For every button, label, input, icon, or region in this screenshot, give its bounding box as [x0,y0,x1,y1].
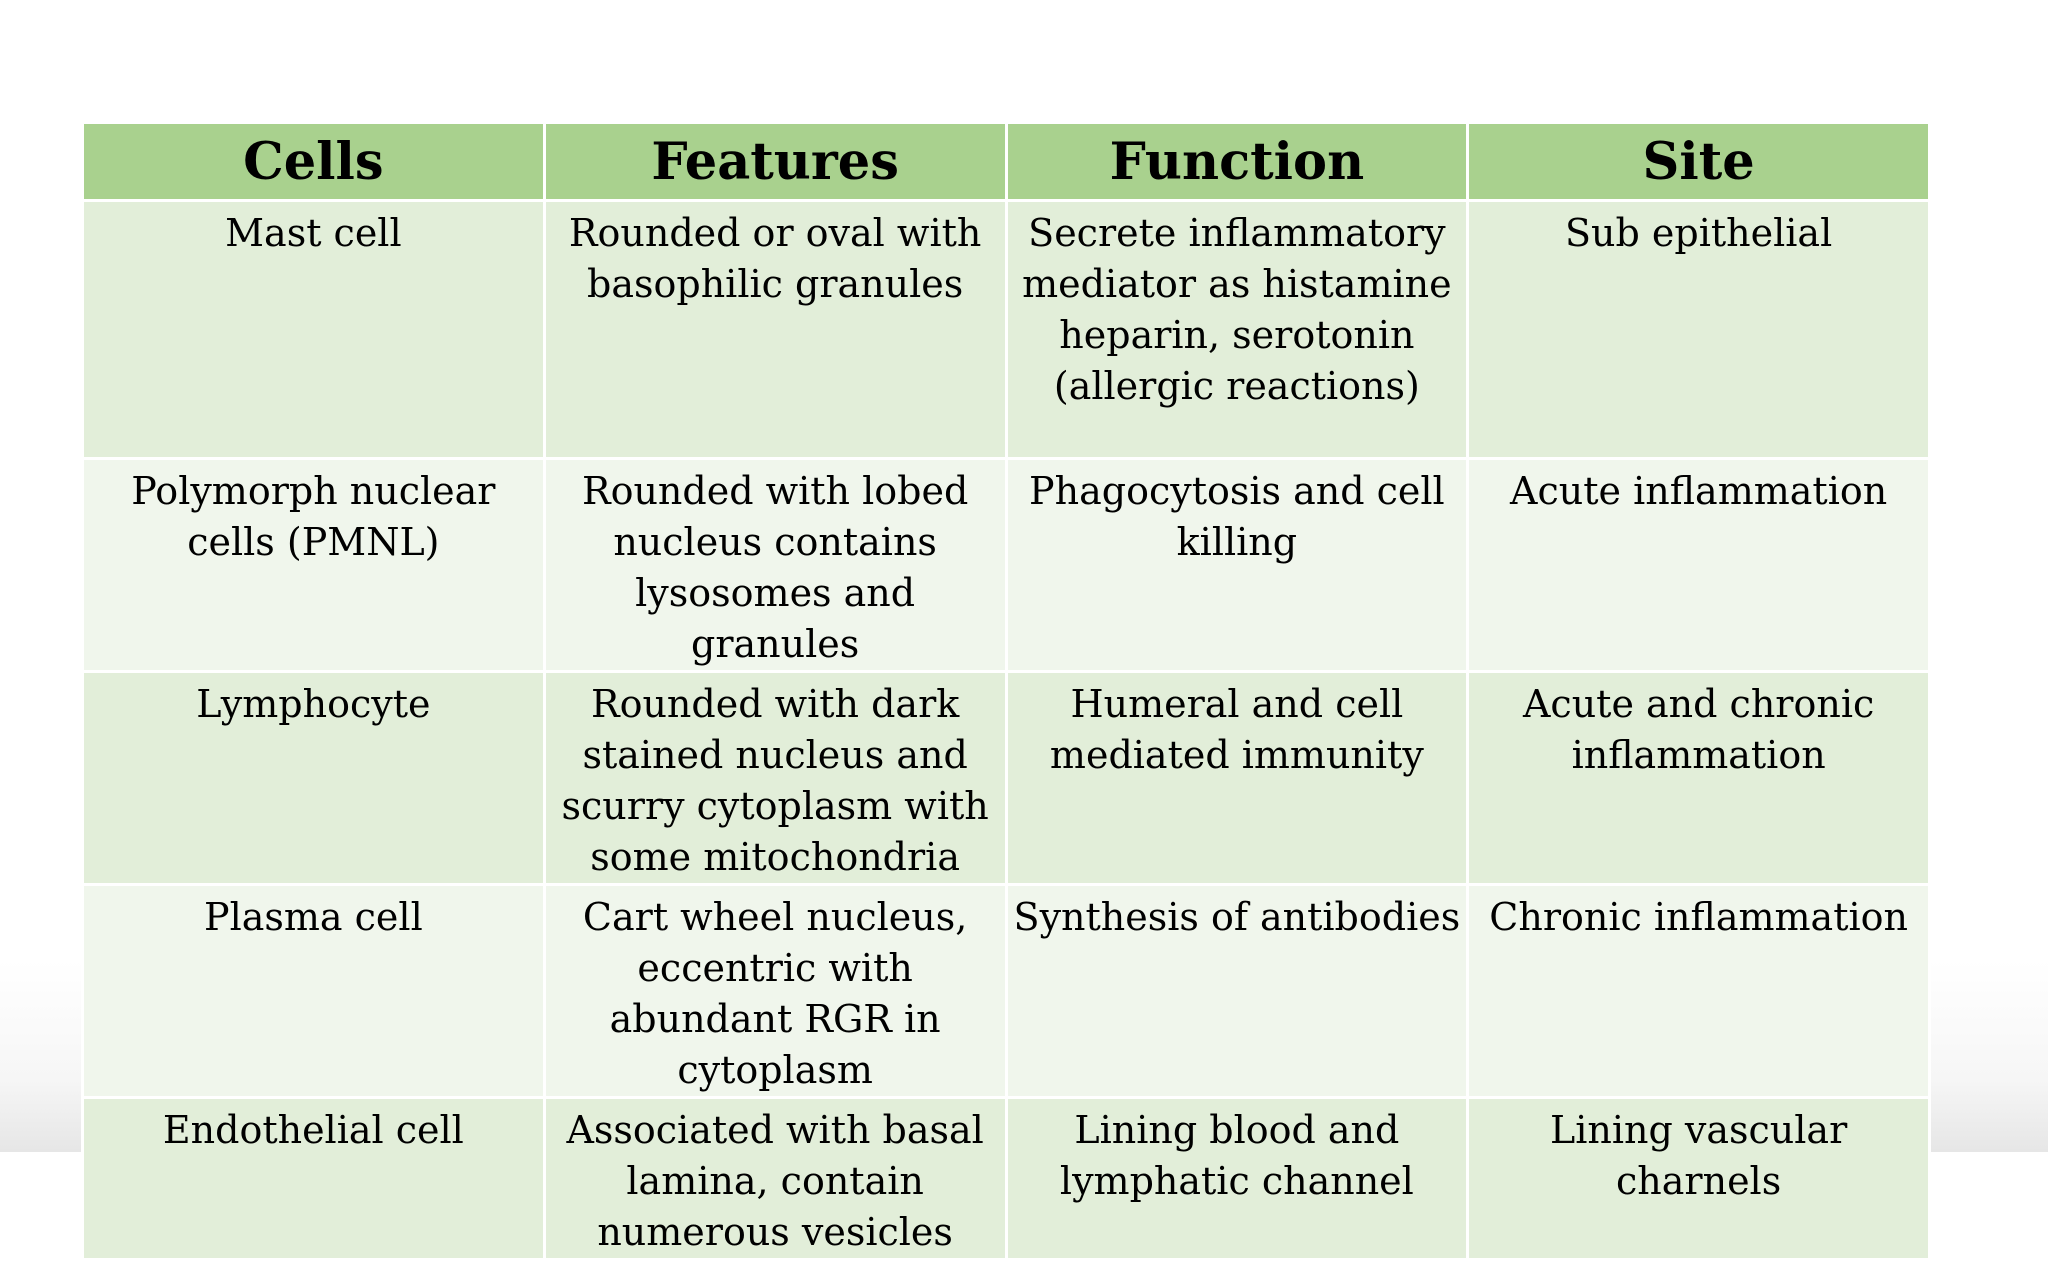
table-row [83,1098,1930,1260]
cell-name: Mast cell [83,201,545,459]
cell-function: Secrete inflammatory mediator as histamine heparin, serotonin (allergic reactions) [1006,201,1468,459]
cell-site: Chronic inflammation [1468,885,1930,1098]
header-function: Function [1006,123,1468,201]
cell-name: Plasma cell [83,885,545,1098]
cell-site: Sub epithelial [1468,201,1930,459]
cells-table [81,121,1931,1261]
cell-function: Phagocytosis and cell killing [1006,459,1468,672]
cell-site: Acute and chronic inflammation [1468,672,1930,885]
header-cells: Cells [83,123,545,201]
header-site: Site [1468,123,1930,201]
cell-function: Humeral and cell mediated immunity [1006,672,1468,885]
cell-features: Rounded with dark stained nucleus and scurry cytoplasm with some mitochondria [544,672,1006,885]
table-row [83,201,1930,459]
cell-name: Endothelial cell [83,1098,545,1260]
cell-function: Synthesis of antibodies [1006,885,1468,1098]
cell-features: Associated with basal lamina, contain numerous vesicles [544,1098,1006,1260]
cell-function: Lining blood and lymphatic channel [1006,1098,1468,1260]
header-features: Features [544,123,1006,201]
cell-site: Acute inflammation [1468,459,1930,672]
cell-features: Rounded or oval with basophilic granules [544,201,1006,459]
table-header-row [83,123,1930,201]
cell-name: Lymphocyte [83,672,545,885]
table-row [83,672,1930,885]
cell-name: Polymorph nuclear cells (PMNL) [83,459,545,672]
table-row [83,459,1930,672]
cell-site: Lining vascular charnels [1468,1098,1930,1260]
cell-features: Rounded with lobed nucleus contains lysosomes and granules [544,459,1006,672]
cell-features: Cart wheel nucleus, eccentric with abundant RGR in cytoplasm [544,885,1006,1098]
table-row [83,885,1930,1098]
